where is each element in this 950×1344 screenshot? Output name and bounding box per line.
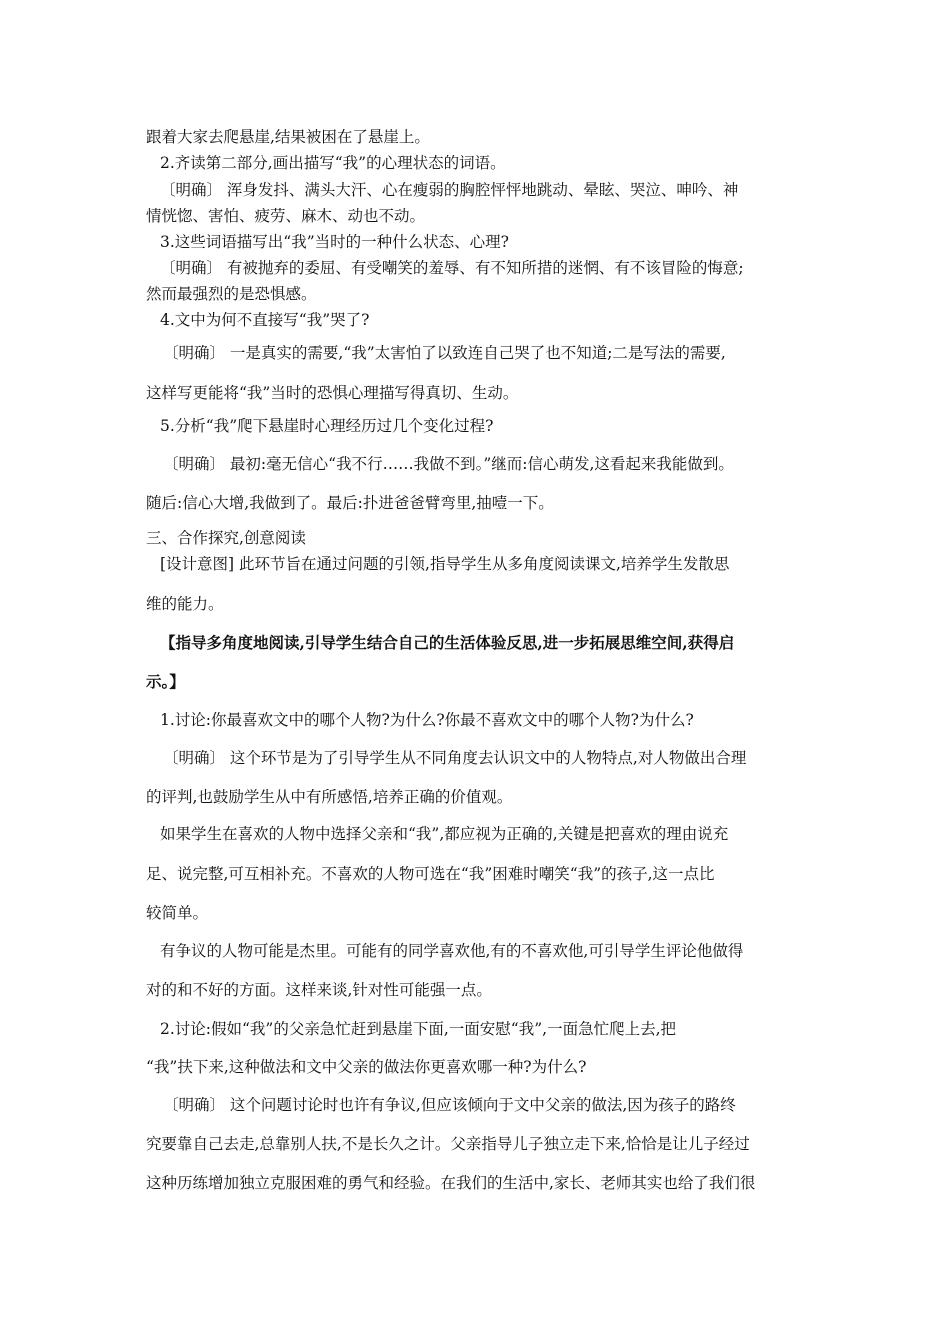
text-line: 随后:信心大增,我做到了。最后:扑进爸爸臂弯里,抽噎一下。 (146, 494, 554, 512)
paragraph: 如果学生在喜欢的人物中选择父亲和“我”,都应视为正确的,关键是把喜欢的理由说充 (160, 825, 729, 843)
guidance-note-end: 示。】 (146, 672, 185, 691)
answer-3: 〔明确〕 有被抛弃的委屈、有受嘲笑的羞辱、有不知所措的迷惘、有不该冒险的悔意; (160, 259, 744, 277)
text-line: 维的能力。 (146, 595, 224, 613)
section-heading: 三、合作探究,创意阅读 (146, 529, 306, 547)
text-line: 对的和不好的方面。这样来谈,针对性可能强一点。 (146, 981, 492, 999)
question-4: 4.文中为何不直接写“我”哭了? (160, 311, 370, 329)
discussion-1: 1.讨论:你最喜欢文中的哪个人物?为什么?你最不喜欢文中的哪个人物?为什么? (160, 711, 694, 729)
text-line: 这样写更能将“我”当时的恐惧心理描写得真切、生动。 (146, 384, 519, 402)
text-line: 足、说完整,可互相补充。不喜欢的人物可选在“我”困难时嘲笑“我”的孩子,这一点比 (146, 865, 715, 883)
question-3: 3.这些词语描写出“我”当时的一种什么状态、心理? (160, 233, 509, 251)
text-line: “我”扶下来,这种做法和文中父亲的做法你更喜欢哪一种?为什么? (146, 1058, 587, 1076)
question-2: 2.齐读第二部分,画出描写“我”的心理状态的词语。 (160, 154, 506, 172)
answer-d1: 〔明确〕 这个环节是为了引导学生从不同角度去认识文中的人物特点,对人物做出合理 (163, 749, 747, 767)
answer-5: 〔明确〕 最初:毫无信心“我不行……我做不到。”继而:信心萌发,这看起来我能做到。 (163, 455, 734, 473)
text-line: 跟着大家去爬悬崖,结果被困在了悬崖上。 (146, 128, 430, 146)
discussion-2: 2.讨论:假如“我”的父亲急忙赶到悬崖下面,一面安慰“我”,一面急忙爬上去,把 (160, 1020, 676, 1038)
design-intent: [设计意图] 此环节旨在通过问题的引领,指导学生从多角度阅读课文,培养学生发散思 (160, 555, 730, 573)
answer-4: 〔明确〕 一是真实的需要,“我”太害怕了以致连自己哭了也不知道;二是写法的需要, (163, 344, 726, 362)
answer-d2: 〔明确〕 这个问题讨论时也许有争议,但应该倾向于文中父亲的做法,因为孩子的路终 (163, 1096, 736, 1114)
answer-2: 〔明确〕 浑身发抖、满头大汗、心在瘦弱的胸腔怦怦地跳动、晕眩、哭泣、呻吟、神 (160, 181, 739, 199)
text-line: 然而最强烈的是恐惧感。 (146, 285, 317, 303)
text-line: 的评判,也鼓励学生从中有所感悟,培养正确的价值观。 (146, 788, 513, 806)
guidance-note: 【指导多角度地阅读,引导学生结合自己的生活体验反思,进一步拓展思维空间,获得启 (160, 633, 735, 652)
text-line: 情恍惚、害怕、疲劳、麻木、动也不动。 (146, 207, 426, 225)
question-5: 5.分析“我”爬下悬崖时心理经历过几个变化过程? (160, 417, 494, 435)
text-line: 究要靠自己去走,总靠别人扶,不是长久之计。父亲指导儿子独立走下来,恰恰是让儿子经过 (146, 1135, 750, 1153)
text-line: 这种历练增加独立克服困难的勇气和经验。在我们的生活中,家长、老师其实也给了我们很 (146, 1174, 756, 1192)
paragraph: 有争议的人物可能是杰里。可能有的同学喜欢他,有的不喜欢他,可引导学生评论他做得 (160, 942, 744, 960)
text-line: 较简单。 (146, 904, 209, 922)
